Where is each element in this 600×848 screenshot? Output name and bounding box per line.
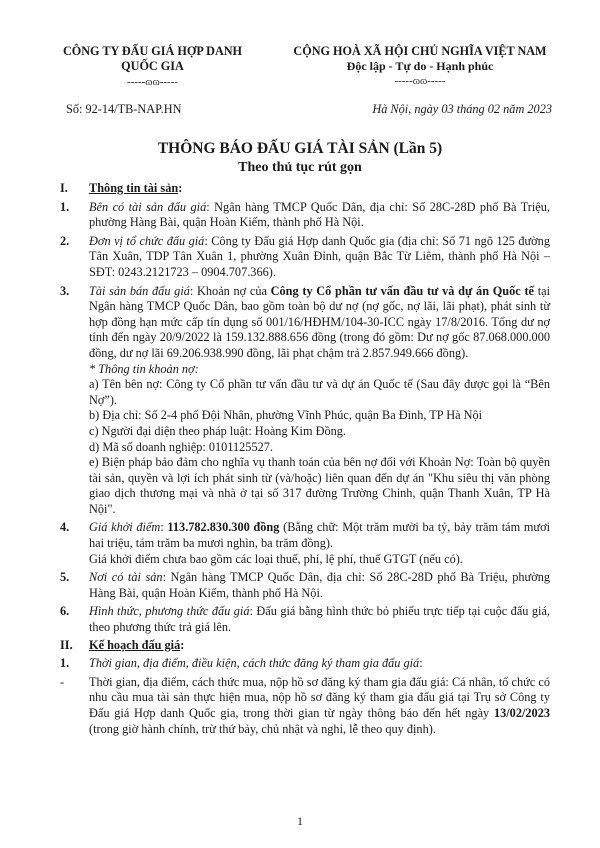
section-colon: :	[178, 181, 183, 195]
debtor-company-name: Công ty Cổ phần tư vấn đầu tư và dự án Quốc tế	[270, 283, 534, 298]
item-number: 3.	[60, 283, 70, 298]
debt-info-heading: * Thông tin khoản nợ:	[89, 361, 199, 376]
page-number: 1	[297, 814, 303, 828]
list-item	[60, 656, 550, 672]
section-title: Kế hoạch đấu giá	[89, 637, 181, 652]
document-body	[60, 181, 550, 737]
starting-price: 113.782.830.300 đồng	[167, 520, 280, 535]
item-number: 4.	[60, 520, 70, 535]
issuer-name-line2: QUỐC GIA	[121, 59, 184, 74]
document-subtitle: Theo thủ tục rút gọn	[238, 160, 362, 175]
item-label: Nơi có tài sản	[89, 570, 163, 585]
ornament-divider: -----ɷɷ-----	[394, 75, 446, 88]
document-number: Số: 92-14/TB-NAP.HN	[66, 102, 182, 116]
item-text: : Ngân hàng TMCP Quốc Dân, địa chỉ: Số 28C-28D phố Bà Triệu, phường Hàng Bài, quận Hoàn Kiếm, thành phố Hà Nội.	[89, 570, 551, 600]
price-note: Giá khởi điểm chưa bao gồm các loại thuế, phí, lệ phí, thuế GTGT (nếu có).	[89, 551, 463, 566]
item-text: : Khoản nợ của	[189, 283, 271, 298]
item-text: tại Ngân hàng TMCP Quốc Dân, bao gồm toàn bộ dư nợ (nợ gốc, nợ lãi, lãi phạt), phát sinh từ hợp đồng hạn mức cấp tín dụng số 001/16/HĐHM/104-30-ICC ngày 17/8/2016. Tổng dư nợ tính đến ngày 20/9/2022 là 159.132.888.656 đồng (trong đó gồm: Dư nợ gốc 87.068.000.000 đồng, dư nợ lãi 69.206.938.990 đồng, lãi phạt chậm trả 2.857.949.666 đồng).	[89, 283, 550, 360]
item-number: 1.	[60, 199, 70, 214]
item-text: : Ngân hàng TMCP Quốc Dân, địa chỉ: Số 28C-28D phố Bà Triệu, phường Hàng Bài, quận Hoàn Kiếm, thành phố Hà Nội.	[89, 199, 550, 230]
issuer-name-line1: CÔNG TY ĐẤU GIÁ HỢP DANH	[62, 44, 243, 58]
list-item	[60, 200, 550, 231]
debt-info-line: c) Người đại diện theo pháp luật: Hoàng Kim Đồng.	[89, 423, 347, 438]
item-label: Bên có tài sản đấu giá	[89, 199, 207, 214]
item-number: 6.	[60, 604, 70, 619]
item-label: Hình thức, phương thức đấu giá	[89, 604, 250, 619]
section-heading	[60, 181, 550, 197]
item-label: Thời gian, địa điểm, điều kiện, cách thức đăng ký tham gia đấu giá	[89, 656, 420, 671]
item-separator: :	[160, 520, 168, 535]
issuer-block	[55, 44, 250, 90]
section-number: II.	[60, 637, 73, 652]
bullet-item	[60, 675, 550, 737]
list-item	[60, 234, 550, 281]
national-title: CỘNG HOÀ XÃ HỘI CHỦ NGHĨA VIỆT NAM	[293, 44, 547, 58]
item-colon: :	[419, 656, 423, 671]
item-label: Giá khởi điểm	[89, 520, 161, 535]
item-number: 1.	[60, 656, 70, 671]
place-and-date: Hà Nội, ngày 03 tháng 02 năm 2023	[372, 102, 552, 116]
section-heading	[60, 638, 550, 654]
document-header	[0, 44, 600, 132]
national-motto-block	[270, 44, 570, 89]
item-label: Tài sản bán đấu giá	[89, 283, 190, 298]
national-motto: Độc lập - Tự do - Hạnh phúc	[346, 59, 494, 74]
item-text: Thời gian, địa điểm, cách thức mua, nộp hồ sơ đăng ký tham gia đấu giá: Cá nhân, tổ chức có nhu cầu mua tài sản thực hiện mua, nộp hồ sơ đăng ký tham gia đấu giá tại Trụ sở Công ty Đấu giá Hợp danh Quốc gia, trong thời gian từ ngày thông báo đến hết ngày	[89, 674, 550, 720]
item-text: (Bằng chữ: Một trăm mười ba tỷ, bảy trăm tám mươi hai triệu, tám trăm ba mươi nghìn, ba trăm đồng).	[89, 520, 550, 551]
item-number: 2.	[60, 233, 70, 248]
item-text: : Đấu giá bằng hình thức bỏ phiếu trực tiếp tại cuộc đấu giá, theo phương thức trả giá lên.	[89, 604, 551, 635]
deadline-date: 13/02/2023	[493, 706, 550, 720]
list-item	[60, 520, 550, 551]
debt-info-line: b) Địa chỉ: Số 2-4 phố Đội Nhân, phường Vĩnh Phúc, quận Ba Đình, TP Hà Nội	[89, 408, 483, 423]
list-item	[60, 570, 550, 601]
list-item	[60, 604, 550, 635]
ornament-divider: -----ɷɷ-----	[126, 75, 179, 88]
document-title: THÔNG BÁO ĐẤU GIÁ TÀI SẢN (Lần 5)	[157, 140, 443, 157]
list-item	[60, 284, 550, 362]
section-title: Thông tin tài sản	[89, 181, 179, 195]
debt-info-line: d) Mã số doanh nghiệp: 0101125527.	[89, 439, 273, 454]
section-number: I.	[60, 181, 68, 195]
item-text: : Công ty Đấu giá Hợp danh Quốc gia (địa chỉ: Số 71 ngõ 125 đường Tân Xuân, TDP Tân Xuân 1, phường Xuân Đỉnh, quận Bắc Từ Liêm, thành phố Hà Nội – SĐT: 0243.2121723 – 0904.707.366).	[89, 233, 550, 279]
item-number: 5.	[60, 570, 70, 585]
debt-info-line: a) Tên bên nợ: Công ty Cổ phần tư vấn đầu tư và dự án Quốc tế (Sau đây được gọi là “Bên Nợ”).	[89, 377, 550, 407]
section-colon: :	[180, 637, 185, 652]
bullet-dash: -	[60, 674, 65, 689]
debt-info-line: e) Biện pháp bảo đảm cho nghĩa vụ thanh toán của bên nợ đối với Khoản Nợ: Toàn bộ quyền tài sản, quyền và lợi ích phát sinh từ (và/hoặc) liên quan đến dự án "Khu siêu thị văn phòng giao dịch thương mại và nhà ở tại số 317 đường Trường Chinh, quận Thanh Xuân, TP Hà Nội".	[89, 455, 550, 516]
item-label: Đơn vị tổ chức đấu giá	[89, 233, 205, 248]
item-text: (trong giờ hành chính, trừ thứ bảy, chủ nhật và nghỉ, lễ theo quy định).	[89, 721, 436, 736]
